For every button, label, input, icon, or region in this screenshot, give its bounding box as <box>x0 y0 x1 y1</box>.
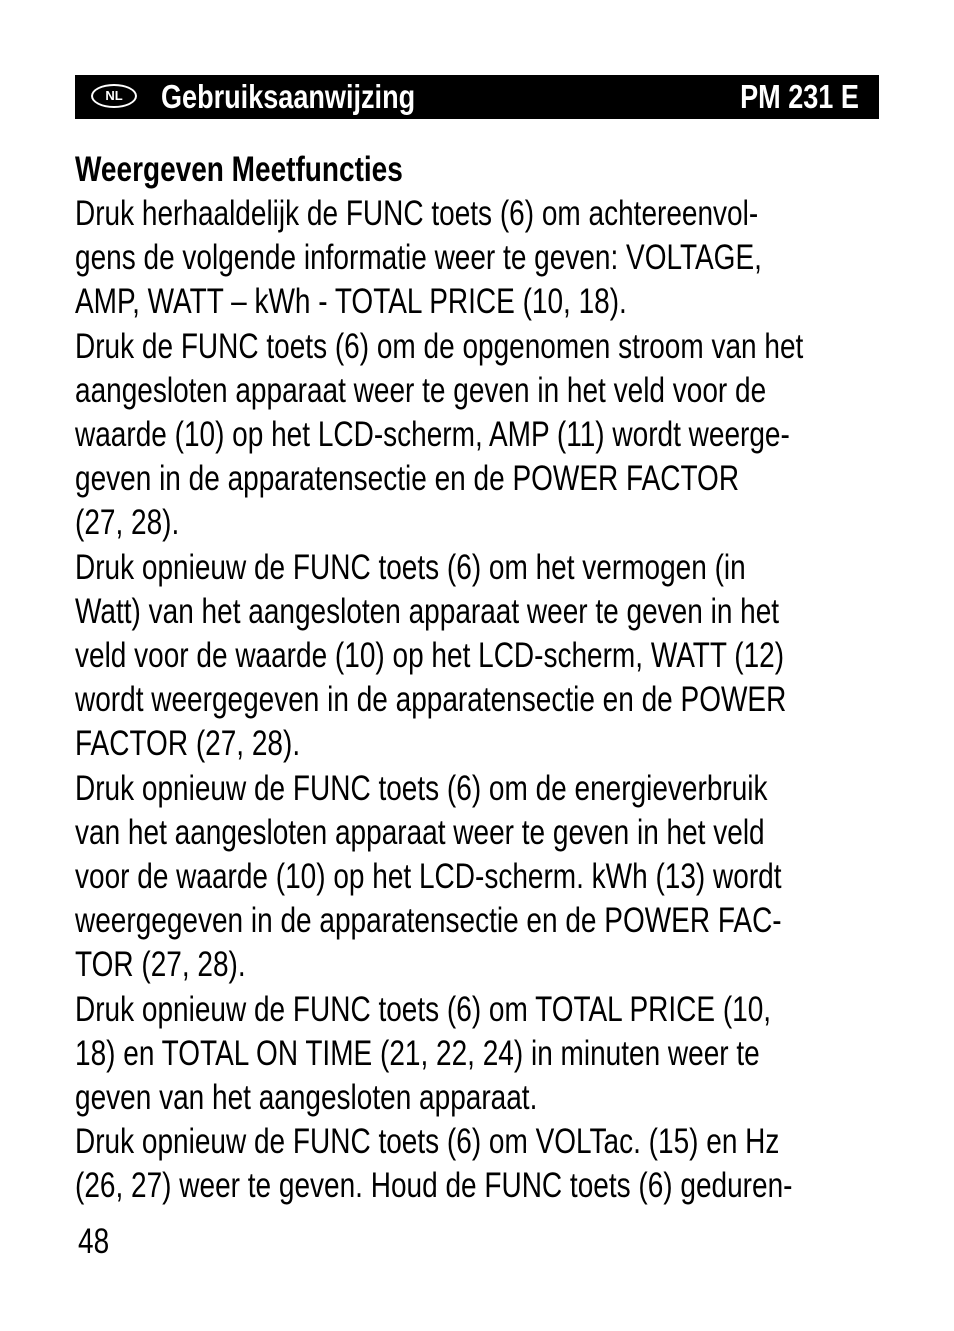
text-line: 18) en TOTAL ON TIME (21, 22, 24) in minuten weer te <box>75 1033 760 1073</box>
text-line: (26, 27) weer te geven. Houd de FUNC toets (6) geduren- <box>75 1166 793 1206</box>
text-line: van het aangesloten apparaat weer te geven in het veld <box>75 812 765 852</box>
text-line: weergegeven in de apparatensectie en de POWER FAC- <box>75 901 782 941</box>
text-line: Druk opnieuw de FUNC toets (6) om het vermogen (in <box>75 547 746 587</box>
text-line: Druk opnieuw de FUNC toets (6) om VOLTac. (15) en Hz <box>75 1122 780 1162</box>
text-line: veld voor de waarde (10) op het LCD-scherm, WATT (12) <box>75 636 785 676</box>
language-badge: NL <box>91 84 137 108</box>
model-number: PM 231 E <box>740 78 859 115</box>
section-heading: Weergeven Meetfuncties <box>75 150 403 189</box>
section-body <box>75 148 883 1209</box>
text-line: gens de volgende informatie weer te geven: VOLTAGE, <box>75 238 762 278</box>
text-line: (27, 28). <box>75 503 180 543</box>
text-line: Druk herhaaldelijk de FUNC toets (6) om achtereenvol- <box>75 194 759 233</box>
page-number: 48 <box>78 1222 110 1261</box>
text-line: aangesloten apparaat weer te geven in het veld voor de <box>75 370 767 410</box>
text-line: geven in de apparatensectie en de POWER FACTOR <box>75 459 740 499</box>
text-line: TOR (27, 28). <box>75 945 246 985</box>
text-line: Druk opnieuw de FUNC toets (6) om TOTAL PRICE (10, <box>75 989 772 1029</box>
text-line: Watt) van het aangesloten apparaat weer te geven in het <box>75 591 780 631</box>
text-line: waarde (10) op het LCD-scherm, AMP (11) wordt weerge- <box>75 415 790 455</box>
text-line: voor de waarde (10) op het LCD-scherm. kWh (13) wordt <box>75 857 782 897</box>
text-line: AMP, WATT – kWh - TOTAL PRICE (10, 18). <box>75 282 627 322</box>
text-line: wordt weergegeven in de apparatensectie en de POWER <box>75 680 787 720</box>
text-line: geven van het aangesloten apparaat. <box>75 1078 538 1118</box>
text-line: Druk de FUNC toets (6) om de opgenomen stroom van het <box>75 326 804 366</box>
text-line: FACTOR (27, 28). <box>75 724 301 764</box>
manual-title: Gebruiksaanwijzing <box>161 78 416 115</box>
text-line: Druk opnieuw de FUNC toets (6) om de energieverbruik <box>75 768 768 808</box>
header-bar <box>75 75 879 119</box>
